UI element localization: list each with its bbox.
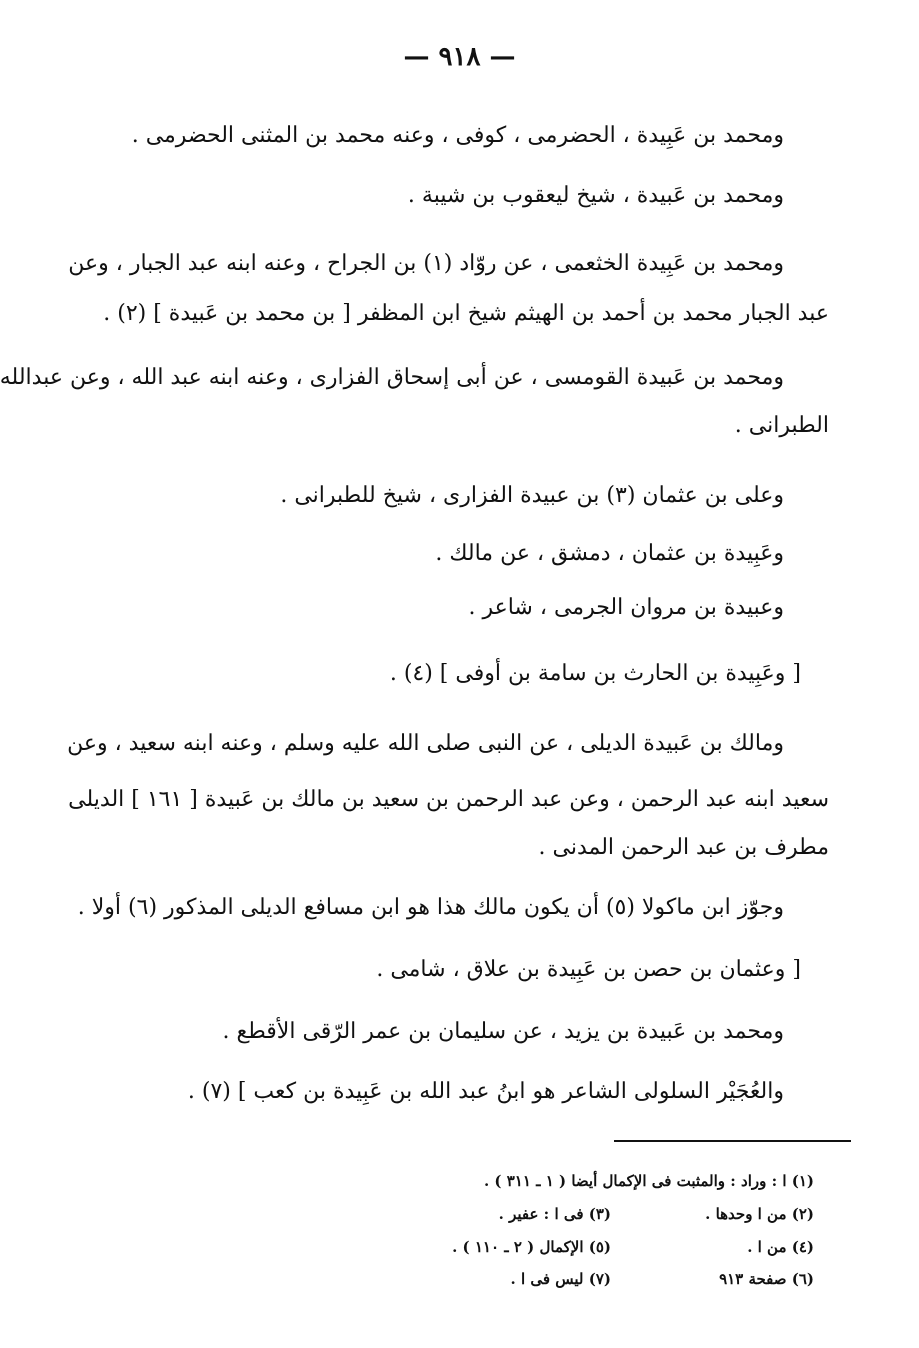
text-line: وعبيدة بن مروان الجرمى ، شاعر .: [468, 595, 784, 620]
text-line: وعَبِيدة بن عثمان ، دمشق ، عن مالك .: [435, 541, 784, 566]
text-line: مطرف بن عبد الرحمن المدنى .: [538, 835, 829, 860]
footnote: (٦) صفحة ٩١٣: [719, 1270, 814, 1288]
footnote: (٤) من ا .: [747, 1238, 814, 1256]
text-line: ومحمد بن عَبيدة ، شيخ ليعقوب بن شيبة .: [407, 183, 784, 208]
text-line: [ وعَبِيدة بن الحارث بن سامة بن أوفى ] (٤) .: [389, 661, 801, 686]
text-line: وجوّز ابن ماكولا (٥) أن يكون مالك هذا هو ابن مسافع الديلى المذكور (٦) أولا .: [77, 895, 784, 920]
page-number: — ٩١٨ —: [403, 42, 516, 72]
text-line: الطبرانى .: [734, 413, 829, 438]
text-line: وعلى بن عثمان (٣) بن عبيدة الفزارى ، شيخ للطبرانى .: [280, 483, 784, 508]
text-line: ومحمد بن عَبيدة القومسى ، عن أبى إسحاق الفزارى ، وعنه ابنه عبد الله ، وعن عبدالله: [0, 365, 784, 390]
footnote: (١) ا : وراد : والمثبت فى الإكمال أيضا ( ١ ـ ٣١١ ) .: [483, 1172, 814, 1190]
text-line: ومحمد بن عَبيدة بن يزيد ، عن سليمان بن عمر الرّقى الأقطع .: [222, 1019, 784, 1044]
text-line: والعُجَيْر السلولى الشاعر هو ابنُ عبد الله بن عَبِيدة بن كعب ] (٧) .: [187, 1079, 784, 1104]
footnote: (٥) الإكمال ( ٢ ـ ١١٠ ) .: [452, 1238, 611, 1256]
footnote: (٢) من ا وحدها .: [705, 1205, 814, 1223]
text-line: ومحمد بن عَبِيدة الخثعمى ، عن روّاد (١) بن الجراح ، وعنه ابنه عبد الجبار ، وعن: [68, 251, 784, 276]
footnote: (٧) ليس فى ا .: [510, 1270, 611, 1288]
text-line: [ وعثمان بن حصن بن عَبِيدة بن علاق ، شامى .: [376, 957, 801, 982]
text-line: سعيد ابنه عبد الرحمن ، وعن عبد الرحمن بن سعيد بن مالك بن عَبيدة [ ١٦١ ] الديلى: [68, 787, 829, 812]
text-line: ومحمد بن عَبِيدة ، الحضرمى ، كوفى ، وعنه محمد بن المثنى الحضرمى .: [131, 123, 784, 148]
footnote: (٣) فى ا : عفير .: [498, 1205, 611, 1223]
text-line: عبد الجبار محمد بن أحمد بن الهيثم شيخ ابن المظفر [ بن محمد بن عَبيدة ] (٢) .: [103, 301, 829, 326]
text-line: ومالك بن عَبيدة الديلى ، عن النبى صلى الله عليه وسلم ، وعنه ابنه سعيد ، وعن: [67, 731, 784, 756]
footnote-divider: [614, 1140, 851, 1142]
